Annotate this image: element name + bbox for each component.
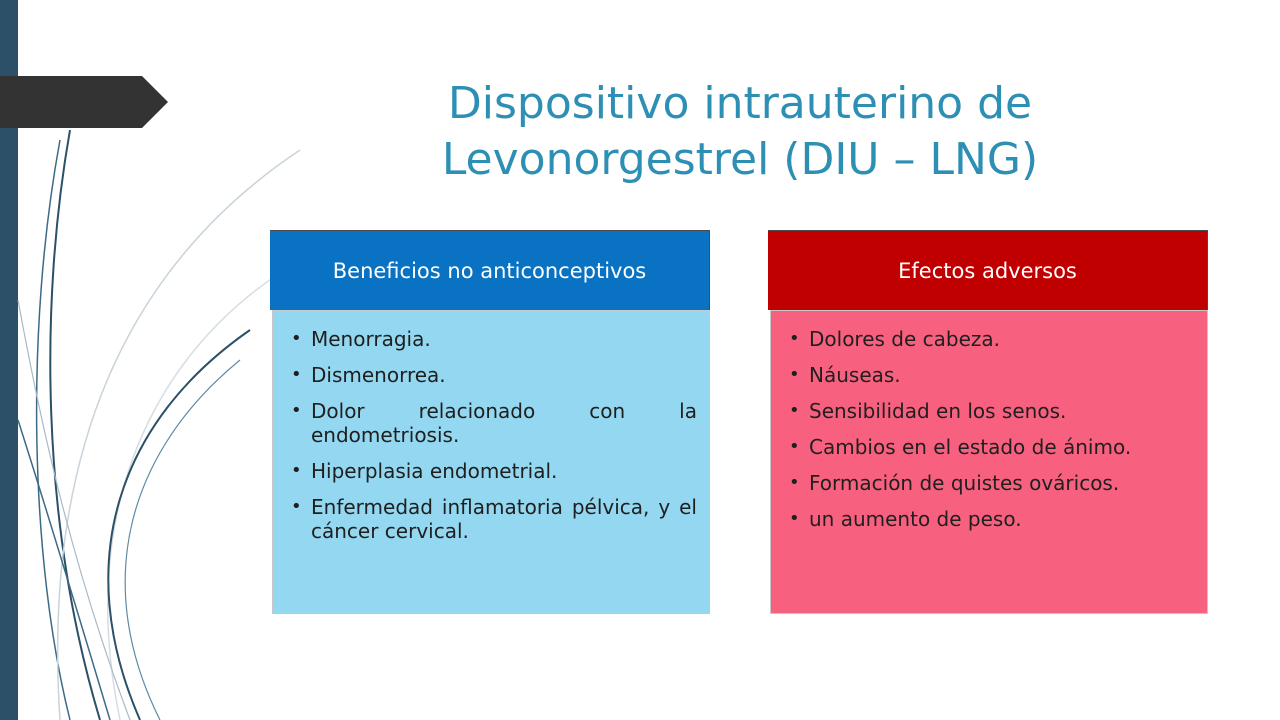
benefits-list <box>289 327 697 543</box>
list-item: • Formación de quistes ováricos. <box>789 471 1120 495</box>
benefits-panel <box>270 230 710 614</box>
list-item: • Enfermedad inflamatoria pélvica, y el cáncer cervical. <box>291 495 697 543</box>
bullet-icon: • <box>789 400 800 421</box>
slide-title: Dispositivo intrauterino de Levonorgestrel (DIU – LNG) <box>441 78 1039 185</box>
title-arrow-tab <box>0 76 168 128</box>
list-item: • Menorragia. <box>291 327 431 351</box>
benefits-header: Beneficios no anticonceptivos <box>270 230 710 310</box>
list-item: • Hiperplasia endometrial. <box>291 459 558 483</box>
adverse-effects-header: Efectos adversos <box>768 230 1208 310</box>
list-item: • Dismenorrea. <box>291 363 446 387</box>
bullet-icon: • <box>789 436 800 457</box>
bullet-icon: • <box>291 364 302 385</box>
bullet-icon: • <box>789 508 800 529</box>
list-item: • un aumento de peso. <box>789 507 1022 531</box>
bullet-icon: • <box>291 400 302 421</box>
adverse-effects-list <box>787 327 1195 531</box>
bullet-icon: • <box>789 328 800 349</box>
bullet-icon: • <box>291 460 302 481</box>
adverse-effects-panel <box>768 230 1208 614</box>
bullet-icon: • <box>291 328 302 349</box>
list-item: • Dolores de cabeza. <box>789 327 1001 351</box>
bullet-icon: • <box>789 472 800 493</box>
list-item: • Dolor relacionado con la endometriosis. <box>291 399 697 447</box>
adverse-effects-body <box>770 310 1208 614</box>
benefits-body <box>272 310 710 614</box>
bullet-icon: • <box>291 496 302 517</box>
list-item: • Cambios en el estado de ánimo. <box>789 435 1132 459</box>
list-item: • Náuseas. <box>789 363 901 387</box>
bullet-icon: • <box>789 364 800 385</box>
list-item: • Sensibilidad en los senos. <box>789 399 1067 423</box>
